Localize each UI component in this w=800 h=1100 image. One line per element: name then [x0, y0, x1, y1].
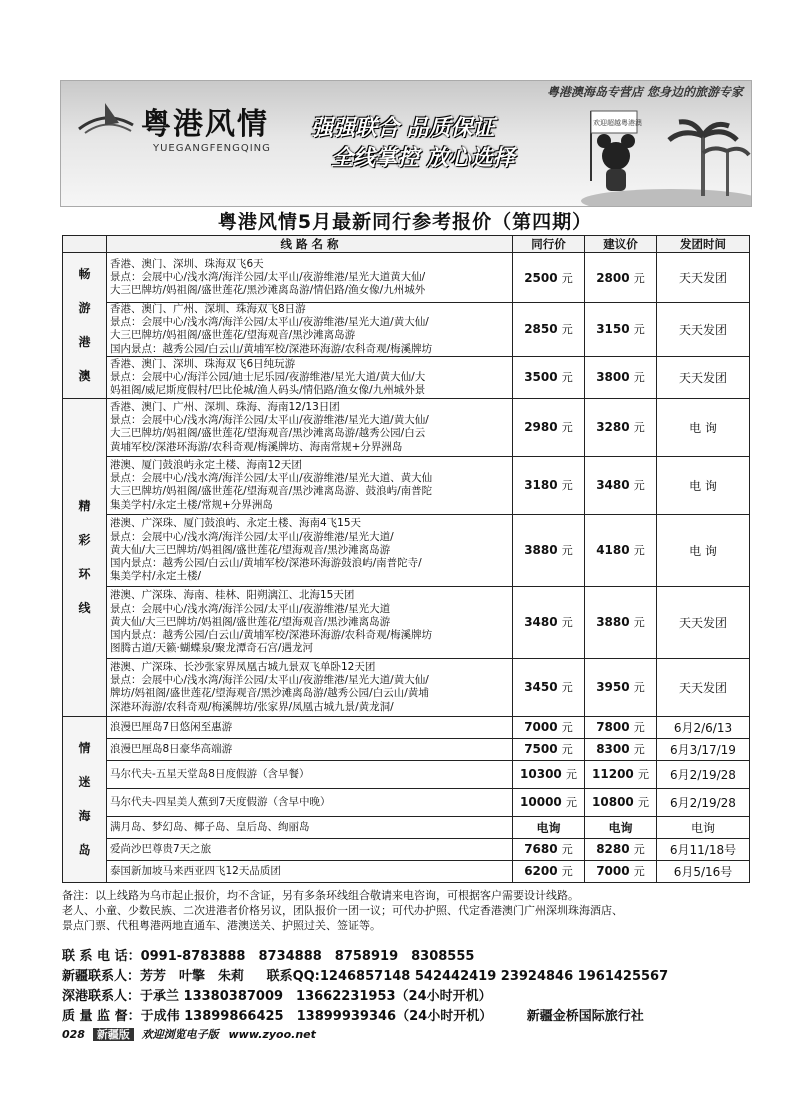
- price-table: [62, 235, 750, 883]
- suggest-price-cell: [585, 456, 657, 514]
- price-value: 7680: [524, 842, 558, 857]
- price-value: 11200: [592, 767, 634, 782]
- price-unit: 元: [637, 768, 649, 782]
- price-unit: 元: [561, 743, 573, 757]
- table-row: [63, 586, 750, 658]
- price-value: 3880: [596, 615, 630, 630]
- route-cell: [107, 816, 513, 838]
- price-unit: 元: [633, 479, 645, 493]
- trade-price-cell: [513, 658, 585, 716]
- route-cell: [107, 456, 513, 514]
- trade-price-cell: [513, 816, 585, 838]
- route-line: 景点：会展中心/浅水湾/海洋公园/太平山/夜游维港/星光大道/黄大仙/: [110, 316, 429, 329]
- price-value: 2500: [524, 270, 558, 285]
- route-line: 大三巴牌坊/妈祖阁/盛世莲花/望海观音/黑沙滩离岛游: [110, 329, 356, 342]
- remarks-line-2: 老人、小童、少数民族、二次进港者价格另议，团队报价一团一议；可代办护照、代定香港澳门广州深圳珠海酒店、: [62, 904, 623, 917]
- table-row: [63, 738, 750, 760]
- shenzhen-contact-label: 深港联系人：: [62, 989, 141, 1004]
- suggest-price-cell: [585, 514, 657, 586]
- route-line: 图腾古道/天籁·蝴蝶泉/聚龙潭奇石宫/遇龙河: [110, 642, 313, 655]
- price-value: 3150: [596, 322, 630, 337]
- table-row: [63, 398, 750, 456]
- sailboat-logo-icon: [75, 99, 135, 139]
- route-line: 港澳、广深珠、长沙张家界凤凰古城九景双飞单卧12天团: [110, 660, 376, 673]
- route-cell: [107, 356, 513, 398]
- depart-time-cell: 天天发团: [657, 253, 750, 303]
- depart-time-cell: 电询: [657, 816, 750, 838]
- trade-price-cell: [513, 716, 585, 738]
- footer-text: 欢迎浏览电子版: [141, 1028, 219, 1041]
- contact-block: [62, 947, 752, 1027]
- price-value: 3280: [596, 420, 630, 435]
- route-cell: [107, 716, 513, 738]
- price-value: 7500: [524, 742, 558, 757]
- banner-slogan-top: 粤港澳海岛专营店 您身边的旅游专家: [546, 85, 743, 99]
- table-row: [63, 788, 750, 816]
- table-row: [63, 716, 750, 738]
- page-footer: [62, 1026, 316, 1042]
- route-line: 浪漫巴厘岛8日豪华高端游: [110, 742, 233, 755]
- price-value: 3800: [596, 370, 630, 385]
- price-unit: 元: [561, 323, 573, 337]
- price-value: 3480: [596, 478, 630, 493]
- price-value: 3880: [524, 543, 558, 558]
- route-line: 景点：会展中心/浅水湾/海洋公园/太平山/夜游维港/星光大道/黄大仙/: [110, 414, 429, 427]
- trade-price-cell: [513, 586, 585, 658]
- route-cell: [107, 253, 513, 303]
- table-row: [63, 514, 750, 586]
- price-value: 4180: [596, 543, 630, 558]
- header-banner: [60, 80, 752, 207]
- depart-time-cell: 天天发团: [657, 356, 750, 398]
- price-unit: 元: [565, 796, 577, 810]
- price-unit: 元: [561, 544, 573, 558]
- category-char: 迷: [78, 775, 91, 790]
- price-unit: 元: [633, 421, 645, 435]
- flag-text: 欢迎超越粤港澳: [593, 119, 642, 127]
- route-line: 港澳、广深珠、厦门鼓浪屿、永定土楼、海南4飞15天: [110, 517, 362, 530]
- route-line: 大三巴牌坊/妈祖阁/盛世莲花/黑沙滩离岛游/情侣路/渔女像/九州城外: [110, 284, 426, 297]
- route-line: 国内景点：越秀公园/白云山/黄埔军校/深港环海游鼓浪屿/南普陀寺/: [110, 556, 422, 569]
- price-unit: 元: [561, 681, 573, 695]
- header-trade-price: 同行价: [513, 236, 585, 253]
- suggest-price-cell: [585, 253, 657, 303]
- price-unit: 元: [637, 796, 649, 810]
- trade-price-cell: [513, 514, 585, 586]
- price-unit: 元: [633, 544, 645, 558]
- brand-name: 粤港风情: [141, 107, 269, 142]
- price-unit: 元: [633, 271, 645, 285]
- trade-price-cell: [513, 860, 585, 882]
- table-row: [63, 253, 750, 303]
- price-unit: 元: [561, 616, 573, 630]
- route-cell: [107, 398, 513, 456]
- route-line: 集美学村/永定土楼/常规+分界洲岛: [110, 498, 273, 511]
- price-value: 2800: [596, 270, 630, 285]
- route-line: 香港、澳门、深圳、珠海双飞6天: [110, 257, 264, 270]
- price-value: 8280: [596, 842, 630, 857]
- category-char: 港: [78, 335, 91, 350]
- route-line: 满月岛、梦幻岛、椰子岛、皇后岛、绚丽岛: [110, 820, 310, 833]
- category-char: 澳: [78, 369, 91, 384]
- quality-contact: 于成伟 13899866425 13899939346（24小时开机）: [140, 1009, 493, 1024]
- price-unit: 元: [561, 479, 573, 493]
- route-cell: [107, 586, 513, 658]
- route-line: 马尔代夫-四星美人蕉到7天度假游（含早中晚）: [110, 795, 331, 808]
- suggest-price-cell: [585, 658, 657, 716]
- depart-time-cell: 6月5/16号: [657, 860, 750, 882]
- depart-time-cell: 6月11/18号: [657, 838, 750, 860]
- page-title: 粤港风情5月最新同行参考报价（第四期）: [217, 211, 593, 233]
- price-value: 6200: [524, 864, 558, 879]
- price-value: 电询: [536, 820, 561, 835]
- company-name: 新疆金桥国际旅行社: [526, 1009, 644, 1024]
- price-value: 10800: [592, 795, 634, 810]
- price-unit: 元: [561, 865, 573, 879]
- price-value: 10000: [520, 795, 562, 810]
- table-row: [63, 838, 750, 860]
- category-char: 精: [78, 499, 91, 514]
- depart-time-cell: 6月2/6/13: [657, 716, 750, 738]
- phone-label: 联 系 电 话：: [62, 949, 141, 964]
- price-value: 3950: [596, 680, 630, 695]
- suggest-price-cell: [585, 398, 657, 456]
- suggest-price-cell: [585, 356, 657, 398]
- trade-price-cell: [513, 738, 585, 760]
- route-line: 景点：会展中心/海洋公园/迪士尼乐园/夜游维港/星光大道/黄大仙/大: [110, 370, 426, 383]
- route-cell: [107, 514, 513, 586]
- route-line: 马尔代夫-五星天堂岛8日度假游（含早餐）: [110, 767, 310, 780]
- category-cell: [63, 716, 107, 882]
- trade-price-cell: [513, 788, 585, 816]
- route-cell: [107, 760, 513, 788]
- route-cell: [107, 838, 513, 860]
- price-unit: 元: [633, 681, 645, 695]
- price-unit: 元: [633, 616, 645, 630]
- phone-numbers: 0991-8783888 8734888 8758919 8308555: [140, 949, 475, 964]
- route-line: 妈祖阁/威尼斯度假村/巴比伦城/渔人码头/情侣路/渔女像/九州城外景: [110, 383, 426, 396]
- category-char: 海: [78, 809, 91, 824]
- xinjiang-contact-row: [62, 967, 752, 987]
- price-unit: 元: [633, 743, 645, 757]
- category-char: 环: [78, 567, 91, 582]
- suggest-price-cell: [585, 303, 657, 357]
- route-line: 景点：会展中心/浅水湾/海洋公园/太平山/夜游维港/星光大道/黄大仙/: [110, 674, 429, 687]
- quality-supervision-row: [62, 1007, 752, 1027]
- route-cell: [107, 788, 513, 816]
- trade-price-cell: [513, 838, 585, 860]
- header-route: 线 路 名 称: [107, 236, 513, 253]
- price-value: 7000: [524, 720, 558, 735]
- route-line: 港澳、广深珠、海南、桂林、阳朔漓江、北海15天团: [110, 589, 355, 602]
- price-unit: 元: [633, 843, 645, 857]
- quality-label: 质 量 监 督：: [62, 1009, 141, 1024]
- table-row: [63, 303, 750, 357]
- route-cell: [107, 738, 513, 760]
- route-cell: [107, 658, 513, 716]
- suggest-price-cell: [585, 816, 657, 838]
- route-line: 香港、澳门、广州、深圳、珠海双飞8日游: [110, 303, 306, 315]
- depart-time-cell: 电 询: [657, 456, 750, 514]
- route-line: 黄大仙/大三巴牌坊/妈祖阁/盛世莲花/望海观音/黑沙滩离岛游: [110, 615, 391, 628]
- price-value: 8300: [596, 742, 630, 757]
- route-line: 大三巴牌坊/妈祖阁/盛世莲花/望海观音/黑沙滩离岛游/越秀公园/白云: [110, 427, 426, 440]
- header-depart-time: 发团时间: [657, 236, 750, 253]
- table-row: [63, 760, 750, 788]
- trade-price-cell: [513, 398, 585, 456]
- route-line: 浪漫巴厘岛7日悠闲至惠游: [110, 720, 233, 733]
- table-row: [63, 860, 750, 882]
- route-line: 港澳、厦门鼓浪屿永定土楼、海南12天团: [110, 458, 302, 471]
- xinjiang-contact-names: 芳芳 叶擎 朱莉: [140, 969, 245, 984]
- trade-price-cell: [513, 356, 585, 398]
- category-char: 情: [78, 741, 91, 756]
- qq-numbers: 1246857148 542442419 23924846 1961425567: [319, 969, 669, 984]
- price-unit: 元: [633, 371, 645, 385]
- table-header-row: [63, 236, 750, 253]
- trade-price-cell: [513, 760, 585, 788]
- depart-time-cell: 6月2/19/28: [657, 760, 750, 788]
- depart-time-cell: 天天发团: [657, 586, 750, 658]
- route-line: 国内景点：越秀公园/白云山/黄埔军校/深港环海游/农科奇观/梅溪牌坊: [110, 628, 433, 641]
- suggest-price-cell: [585, 716, 657, 738]
- suggest-price-cell: [585, 738, 657, 760]
- page-number: 028: [62, 1028, 85, 1041]
- trade-price-cell: [513, 456, 585, 514]
- header-suggest-price: 建议价: [585, 236, 657, 253]
- route-cell: [107, 860, 513, 882]
- table-row: [63, 658, 750, 716]
- depart-time-cell: 天天发团: [657, 658, 750, 716]
- footer-url[interactable]: www.zyoo.net: [228, 1028, 316, 1041]
- remarks-line-1: 备注：以上线路为乌市起止报价，均不含证，另有多条环线组合敬请来电咨询，可根据客户需要设计线路。: [62, 889, 579, 902]
- shenzhen-contact: 于承兰 13380387009 13662231953（24小时开机）: [140, 989, 492, 1004]
- table-row: [63, 456, 750, 514]
- banner-slogan-2: 全线掌控 放心选择: [331, 146, 515, 171]
- price-unit: 元: [565, 768, 577, 782]
- suggest-price-cell: [585, 760, 657, 788]
- depart-time-cell: 电 询: [657, 398, 750, 456]
- category-char: 畅: [78, 267, 91, 282]
- price-value: 7000: [596, 864, 630, 879]
- edition-badge: 新疆版: [93, 1028, 134, 1041]
- category-cell: [63, 253, 107, 399]
- route-line: 景点：会展中心/浅水湾/海洋公园/太平山/夜游维港/星光大道/: [110, 530, 394, 543]
- price-value: 3450: [524, 680, 558, 695]
- price-unit: 元: [633, 721, 645, 735]
- category-char: 游: [78, 301, 91, 316]
- route-line: 黄大仙/大三巴牌坊/妈祖阁/盛世莲花/望海观音/黑沙滩离岛游: [110, 543, 391, 556]
- route-line: 香港、澳门、广州、深圳、珠海、海南12/13日团: [110, 400, 340, 413]
- shenzhen-contact-row: [62, 987, 752, 1007]
- route-line: 牌坊/妈祖阁/盛世莲花/望海观音/黑沙滩离岛游/越秀公园/白云山/黄埔: [110, 687, 429, 700]
- suggest-price-cell: [585, 860, 657, 882]
- table-row: [63, 816, 750, 838]
- suggest-price-cell: [585, 838, 657, 860]
- price-unit: 元: [561, 843, 573, 857]
- banner-slogan-1: 强强联合 品质保证: [311, 116, 495, 141]
- price-unit: 元: [561, 371, 573, 385]
- price-value: 2980: [524, 420, 558, 435]
- route-line: 爱尚沙巴尊贵7天之旅: [110, 842, 212, 855]
- route-cell: [107, 303, 513, 357]
- price-value: 3500: [524, 370, 558, 385]
- route-line: 深港环海游/农科奇观/梅溪牌坊/张家界/凤凰古城九景/黄龙洞/: [110, 700, 394, 713]
- table-row: [63, 356, 750, 398]
- brand-name-en: YUEGANGFENGQING: [153, 143, 271, 154]
- price-unit: 元: [561, 271, 573, 285]
- xinjiang-contact-label: 新疆联系人：: [62, 969, 141, 984]
- phone-row: [62, 947, 752, 967]
- remarks: [62, 888, 745, 933]
- route-line: 大三巴牌坊/妈祖阁/盛世莲花/望海观音/黑沙滩离岛游、鼓浪屿/南普陀: [110, 485, 433, 498]
- remarks-line-3: 景点门票、代租粤港两地直通车、港澳送关、护照过关、签证等。: [62, 919, 381, 932]
- header-category: [63, 236, 107, 253]
- route-line: 景点：会展中心/浅水湾/海洋公园/太平山/夜游维港/星光大道: [110, 602, 391, 615]
- route-line: 集美学村/永定土楼/: [110, 570, 202, 583]
- trade-price-cell: [513, 303, 585, 357]
- price-unit: 元: [633, 865, 645, 879]
- category-char: 线: [78, 601, 91, 616]
- route-line: 香港、澳门、深圳、珠海双飞6日纯玩游: [110, 357, 296, 370]
- price-unit: 元: [633, 323, 645, 337]
- category-char: 岛: [78, 843, 91, 858]
- depart-time-cell: 6月3/17/19: [657, 738, 750, 760]
- price-value: 3480: [524, 615, 558, 630]
- price-value: 7800: [596, 720, 630, 735]
- category-char: 彩: [78, 533, 91, 548]
- price-value: 10300: [520, 767, 562, 782]
- price-unit: 元: [561, 721, 573, 735]
- beach-mascot-illustration-icon: [521, 101, 751, 206]
- price-unit: 元: [561, 421, 573, 435]
- route-line: 国内景点：越秀公园/白云山/黄埔军校/深港环海游/农科奇观/梅溪牌坊: [110, 342, 433, 355]
- suggest-price-cell: [585, 586, 657, 658]
- route-line: 泰国新加坡马来西亚四飞12天品质团: [110, 864, 281, 877]
- price-value: 3180: [524, 478, 558, 493]
- depart-time-cell: 天天发团: [657, 303, 750, 357]
- category-cell: [63, 398, 107, 716]
- depart-time-cell: 电 询: [657, 514, 750, 586]
- qq-label: 联系QQ:: [266, 969, 320, 984]
- route-line: 黄埔军校/深港环海游/农科奇观/梅溪牌坊、海南常规+分界洲岛: [110, 440, 403, 453]
- suggest-price-cell: [585, 788, 657, 816]
- route-line: 景点：会展中心/浅水湾/海洋公园/太平山/夜游维港/星光大道黄大仙/: [110, 270, 426, 283]
- route-line: 景点：会展中心/浅水湾/海洋公园/太平山/夜游维港/星光大道、黄大仙: [110, 472, 433, 485]
- price-value: 电询: [608, 820, 633, 835]
- price-value: 2850: [524, 322, 558, 337]
- depart-time-cell: 6月2/19/28: [657, 788, 750, 816]
- trade-price-cell: [513, 253, 585, 303]
